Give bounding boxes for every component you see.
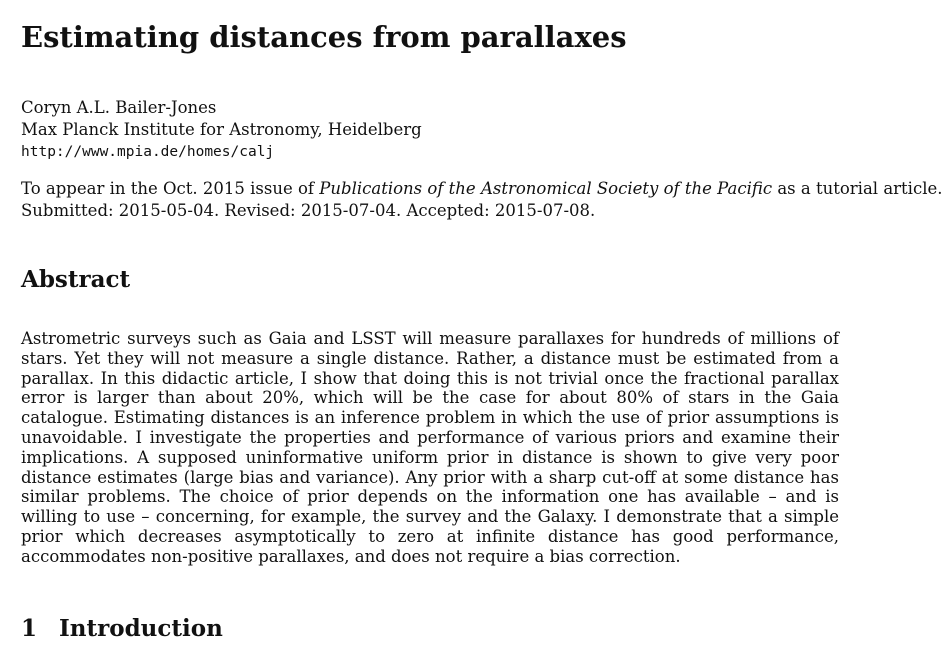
section-number: 1 xyxy=(21,615,38,642)
author-name: Coryn A.L. Bailer-Jones xyxy=(21,98,217,117)
section-heading-introduction xyxy=(21,615,223,642)
publication-info xyxy=(21,178,942,222)
publication-dates: Submitted: 2015-05-04. Revised: 2015-07-04. Accepted: 2015-07-08. xyxy=(21,201,596,220)
author-affiliation: Max Planck Institute for Astronomy, Heidelberg xyxy=(21,120,422,139)
abstract-text: Astrometric surveys such as Gaia and LSST will measure parallaxes for hundreds of millions of stars. Yet they will not measure a single distance. Rather, a distance must be estimated from a parallax. In this didactic article, I show that doing this is not trivial once the fractional parallax error is larger than about 20%, which will be the case for about 80% of stars in the Gaia catalogue. Estimating distances is an inference problem in which the use of prior assumptions is unavoidable. I investigate the properties and performance of various priors and examine their implications. A supposed uninformative uniform prior in distance is shown to give very poor distance estimates (large bias and variance). Any prior with a sharp cut-off at some distance has similar problems. The choice of prior depends on the information one has available – and is willing to use – concerning, for example, the survey and the Galaxy. I demonstrate that a simple prior which decreases asymptotically to zero at infinite distance has good performance, accommodates non-positive parallaxes, and does not require a bias correction. xyxy=(21,329,839,566)
paper-title: Estimating distances from parallaxes xyxy=(21,20,627,54)
publication-line xyxy=(21,178,942,200)
publication-prefix: To appear in the Oct. 2015 issue of xyxy=(21,179,320,198)
author-block xyxy=(21,97,422,163)
publication-suffix: as a tutorial article. xyxy=(772,179,942,198)
author-url: http://www.mpia.de/homes/calj xyxy=(21,144,275,160)
journal-name: Publications of the Astronomical Society of the Pacific xyxy=(319,179,773,198)
section-title: Introduction xyxy=(59,615,223,642)
abstract-heading: Abstract xyxy=(21,266,131,293)
